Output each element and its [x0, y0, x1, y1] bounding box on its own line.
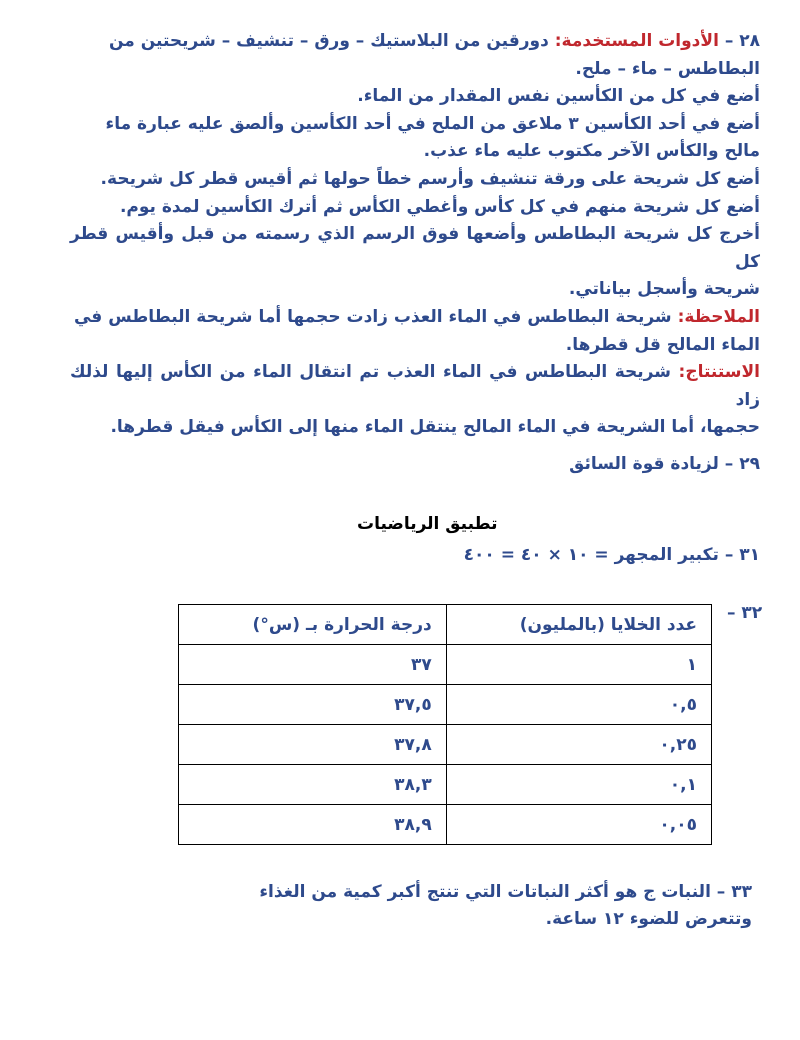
question-31: ٣١ – تكبير المجهر = ١٠ × ٤٠ = ٤٠٠ [463, 545, 760, 565]
table-row [179, 805, 712, 845]
q28-line-4: أضع في أحد الكأسين ٣ ملاعق من الملح في أحد الكأسين وألصق عليه عبارة ماء [105, 113, 760, 134]
cell-temperature: ٣٨,٣ [179, 765, 447, 805]
cell-count: ٠,٢٥ [446, 725, 711, 765]
cell-temperature: ٣٧ [179, 645, 447, 685]
cell-temperature: ٣٧,٥ [179, 685, 447, 725]
q28-line-3: أضع في كل من الكأسين نفس المقدار من الماء. [357, 86, 760, 107]
cells-temperature-table [178, 604, 712, 845]
q28-line-6: أضع كل شريحة على ورقة تنشيف وأرسم خطاً حولها ثم أقيس قطر كل شريحة. [100, 168, 760, 189]
question-28-block [70, 28, 760, 442]
conclusion-text: شريحة البطاطس في الماء العذب تم انتقال الماء من الكأس إليها لذلك زاد [70, 362, 760, 410]
conclusion-label: الاستنتاج: [678, 362, 761, 383]
cell-count: ١ [446, 645, 711, 685]
question-32-label: ٣٢ – [727, 603, 763, 623]
observation-text: شريحة البطاطس في الماء العذب زادت حجمها أما شريحة البطاطس في [73, 306, 672, 327]
table-row [179, 765, 712, 805]
observation-label: الملاحظة: [677, 306, 760, 327]
tools-label: الأدوات المستخدمة: [554, 31, 719, 51]
q33-line-2: وتتعرض للضوء ١٢ ساعة. [545, 909, 752, 929]
tools-text: دورقين من البلاستيك – ورق – تنشيف – شريحتين من [109, 31, 549, 51]
table-header-row [179, 605, 712, 645]
q28-line-5: مالح والكأس الآخر مكتوب عليه ماء عذب. [423, 141, 760, 162]
conclusion-line-2: حجمها، أما الشريحة في الماء المالح ينتقل الماء منها إلى الكأس فيقل قطرها. [110, 417, 760, 438]
q28-line-2: البطاطس – ماء – ملح. [575, 58, 760, 79]
q28-line-1 [70, 28, 760, 56]
header-cell-count: عدد الخلايا (بالمليون) [446, 605, 711, 645]
observation-line-1 [70, 304, 760, 332]
header-temperature: درجة الحرارة بـ (س°) [179, 605, 447, 645]
q33-line-1: ٣٣ – النبات ج هو أكثر النباتات التي تنتج أكبر كمية من الغذاء [259, 882, 752, 902]
cell-count: ٠,٠٥ [446, 805, 711, 845]
table-row [179, 685, 712, 725]
cell-count: ٠,٥ [446, 685, 711, 725]
cell-count: ٠,١ [446, 765, 711, 805]
table-row [179, 645, 712, 685]
q28-line-9: شريحة وأسجل بياناتي. [568, 279, 760, 300]
conclusion-line-1 [70, 359, 760, 414]
question-33 [227, 879, 752, 933]
cell-temperature: ٣٨,٩ [179, 805, 447, 845]
math-section-title: تطبيق الرياضيات [357, 514, 498, 534]
observation-line-2: الماء المالح قل قطرها. [565, 334, 760, 355]
table-row [179, 725, 712, 765]
cell-temperature: ٣٧,٨ [179, 725, 447, 765]
q28-line-7: أضع كل شريحة منهم في كل كأس وأغطي الكأس ثم أترك الكأسين لمدة يوم. [119, 196, 760, 217]
q28-number: ٢٨ – [724, 31, 760, 51]
question-29: ٢٩ – لزيادة قوة السائق [569, 454, 760, 474]
q28-line-8: أخرج كل شريحة البطاطس وأضعها فوق الرسم الذي رسمته من قبل وأقيس قطر كل [70, 224, 760, 272]
